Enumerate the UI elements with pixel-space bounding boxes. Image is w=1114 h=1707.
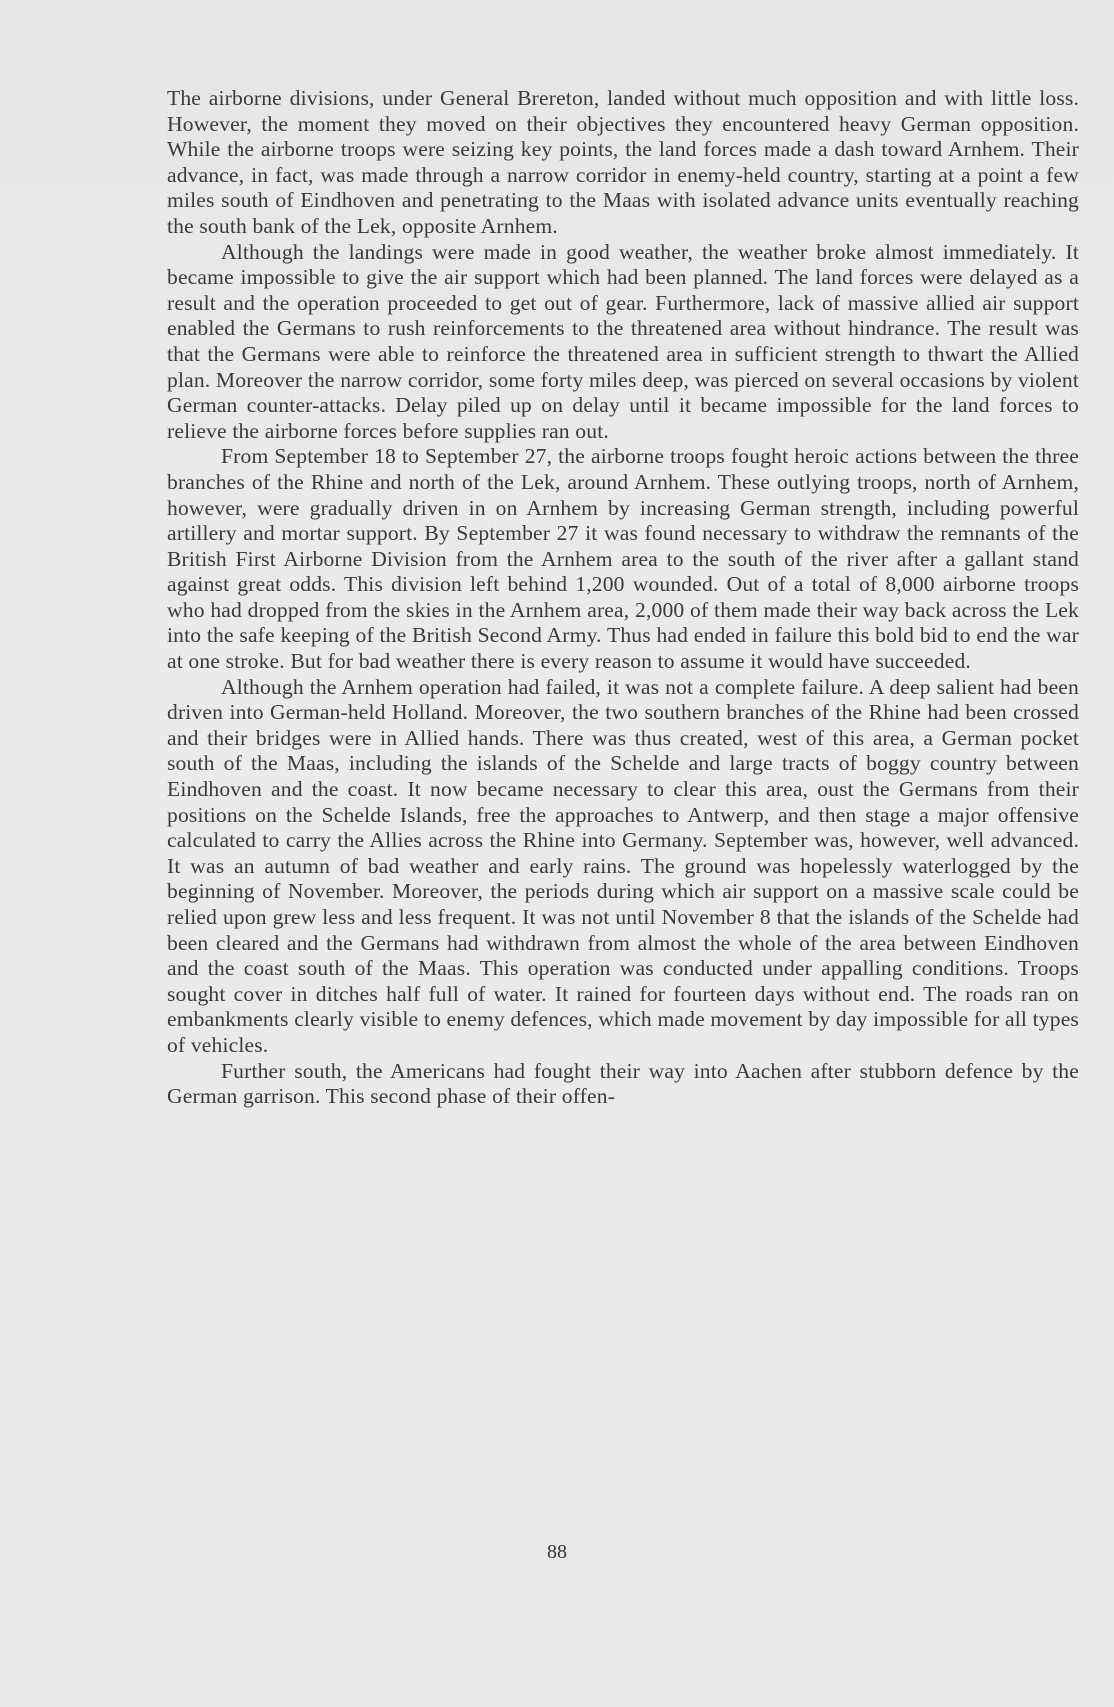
paragraph-airborne-landing: The airborne divisions, under General Brereton, landed without much opposition and with little loss. However, the moment they moved on their objectives they encountered heavy German opposition. While the airborne troops were seizing key points, the land forces made a dash toward Arnhem. Their advance, in fact, was made through a narrow corridor in enemy-held country, starting at a point a few miles south of Eindhoven and penetrating to the Maas with isolated advance units eventually reaching the south bank of the Lek, opposite Arnhem.	[167, 86, 1079, 238]
page-number: 88	[547, 1541, 567, 1563]
body-text	[167, 86, 1079, 1110]
paragraph-schelde-operation: Although the Arnhem operation had failed, it was not a complete failure. A deep salient had been driven into German-held Holland. Moreover, the two southern branches of the Rhine had been crossed and their bridges were in Allied hands. There was thus created, west of this area, a German pocket south of the Maas, including the islands of the Schelde and large tracts of boggy country between Eindhoven and the coast. It now became necessary to clear this area, oust the Germans from their positions on the Schelde Islands, free the approaches to Antwerp, and then stage a major offensive calculated to carry the Allies across the Rhine into Germany. September was, however, well advanced. It was an autumn of bad weather and early rains. The ground was hopelessly waterlogged by the beginning of November. Moreover, the periods during which air support on a massive scale could be relied upon grew less and less frequent. It was not until November 8 that the islands of the Schelde had been cleared and the Germans had withdrawn from almost the whole of the area between Eindhoven and the coast south of the Maas. This operation was conducted under appalling conditions. Troops sought cover in ditches half full of water. It rained for fourteen days without end. The roads ran on embankments clearly visible to enemy defences, which made movement by day impossible for all types of vehicles.	[167, 674, 1079, 1057]
paragraph-aachen: Further south, the Americans had fought their way into Aachen after stubborn defence by the German garrison. This second phase of their offen-	[167, 1058, 1079, 1109]
paragraph-arnhem-battle: From September 18 to September 27, the airborne troops fought heroic actions between the three branches of the Rhine and north of the Lek, around Arnhem. These outlying troops, north of Arnhem, however, were gradually driven in on Arnhem by increasing German strength, including powerful artillery and mortar support. By September 27 it was found necessary to withdraw the remnants of the British First Airborne Division from the Arnhem area to the south of the river after a gallant stand against great odds. This division left behind 1,200 wounded. Out of a total of 8,000 airborne troops who had dropped from the skies in the Arnhem area, 2,000 of them made their way back across the Lek into the safe keeping of the British Second Army. Thus had ended in failure this bold bid to end the war at one stroke. But for bad weather there is every reason to assume it would have succeeded.	[167, 444, 1079, 674]
paragraph-weather-broke: Although the landings were made in good weather, the weather broke almost immediately. It became impossible to give the air support which had been planned. The land forces were delayed as a result and the operation proceeded to get out of gear. Furthermore, lack of massive allied air support enabled the Germans to rush reinforcements to the threatened area without hindrance. The result was that the Germans were able to reinforce the threatened area in sufficient strength to thwart the Allied plan. Moreover the narrow corridor, some forty miles deep, was pierced on several occasions by violent German counter-attacks. Delay piled up on delay until it became impossible for the land forces to relieve the airborne forces before supplies ran out.	[167, 239, 1079, 443]
